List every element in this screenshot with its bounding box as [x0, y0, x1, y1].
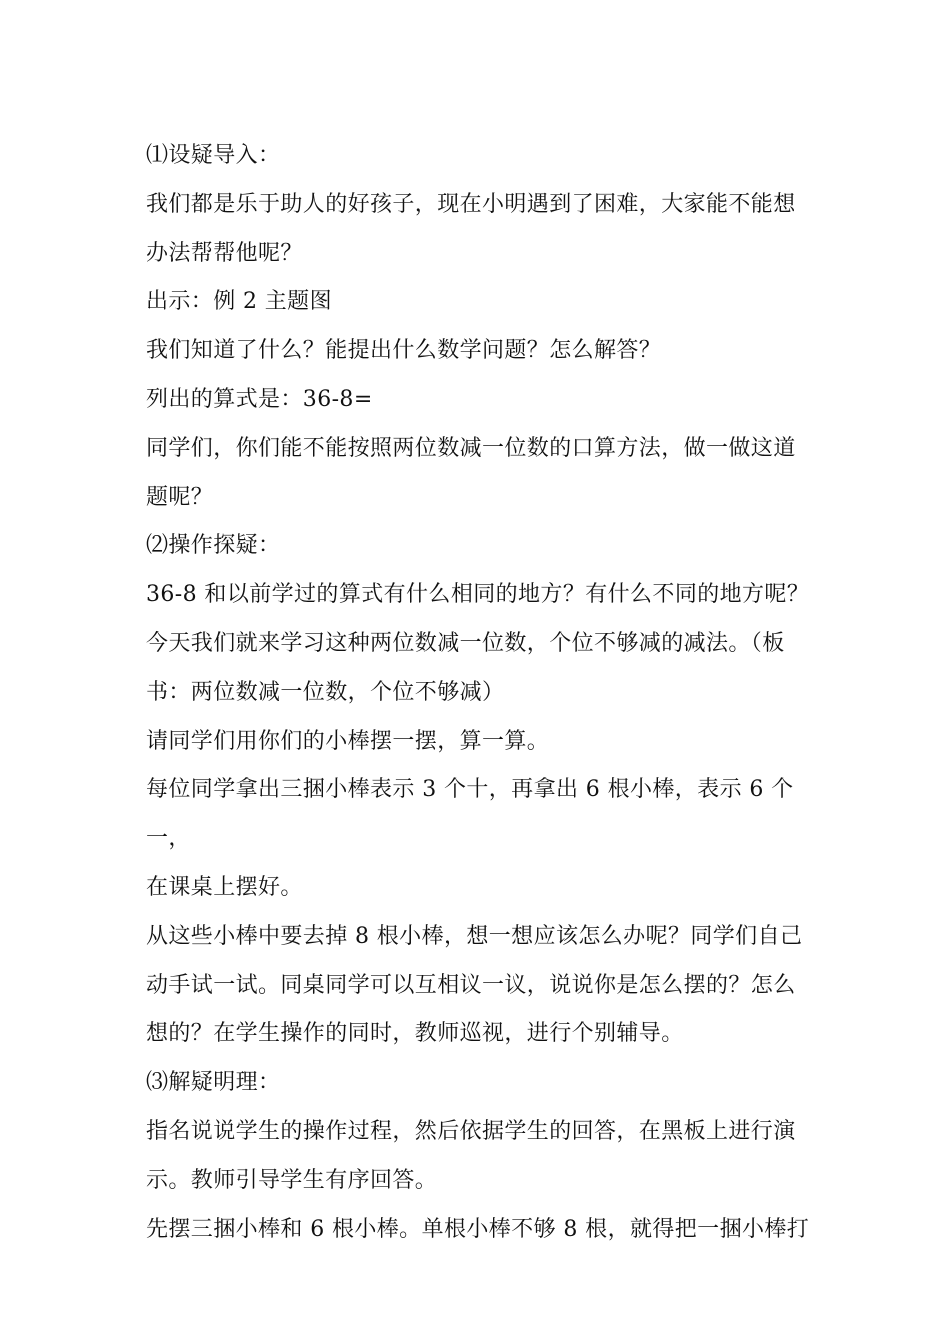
- text-line: 在课桌上摆好。: [146, 874, 303, 900]
- text-line: 办法帮帮他呢？: [146, 240, 303, 266]
- text-line: 先摆三捆小棒和 6 根小棒。单根小棒不够 8 根，就得把一捆小棒打: [146, 1216, 810, 1242]
- document-body: [146, 132, 816, 1254]
- text-line: 我们都是乐于助人的好孩子，现在小明遇到了困难，大家能不能想: [146, 191, 796, 217]
- text-line: 想的？在学生操作的同时，教师巡视，进行个别辅导。: [146, 1021, 684, 1047]
- text-line: 动手试一试。同桌同学可以互相议一议，说说你是怎么摆的？怎么: [146, 972, 796, 998]
- text-line: 今天我们就来学习这种两位数减一位数，个位不够减的减法。（板: [146, 630, 785, 656]
- section-heading-1: ⑴设疑导入：: [146, 143, 281, 168]
- text-line: 书：两位数减一位数，个位不够减）: [146, 679, 505, 705]
- text-line: 题呢？: [146, 484, 214, 510]
- text-line: 列出的算式是：36-8=: [146, 386, 373, 412]
- text-line: 从这些小棒中要去掉 8 根小棒，想一想应该怎么办呢？同学们自己: [146, 923, 803, 949]
- text-line: 指名说说学生的操作过程，然后依据学生的回答，在黑板上进行演: [146, 1118, 796, 1144]
- text-line: 36-8 和以前学过的算式有什么相同的地方？有什么不同的地方呢？: [146, 582, 810, 608]
- text-line: 我们知道了什么？能提出什么数学问题？怎么解答？: [146, 338, 662, 364]
- section-heading-3: ⑶解疑明理：: [146, 1070, 281, 1096]
- text-line: 请同学们用你们的小棒摆一摆，算一算。: [146, 728, 550, 754]
- text-line: 每位同学拿出三捆小棒表示 3 个十，再拿出 6 根小棒，表示 6 个一，: [146, 777, 794, 852]
- text-line: 出示：例 2 主题图: [146, 289, 332, 315]
- text-line: 同学们，你们能不能按照两位数减一位数的口算方法，做一做这道: [146, 435, 796, 461]
- section-heading-2: ⑵操作探疑：: [146, 533, 281, 559]
- text-line: 示。教师引导学生有序回答。: [146, 1167, 438, 1193]
